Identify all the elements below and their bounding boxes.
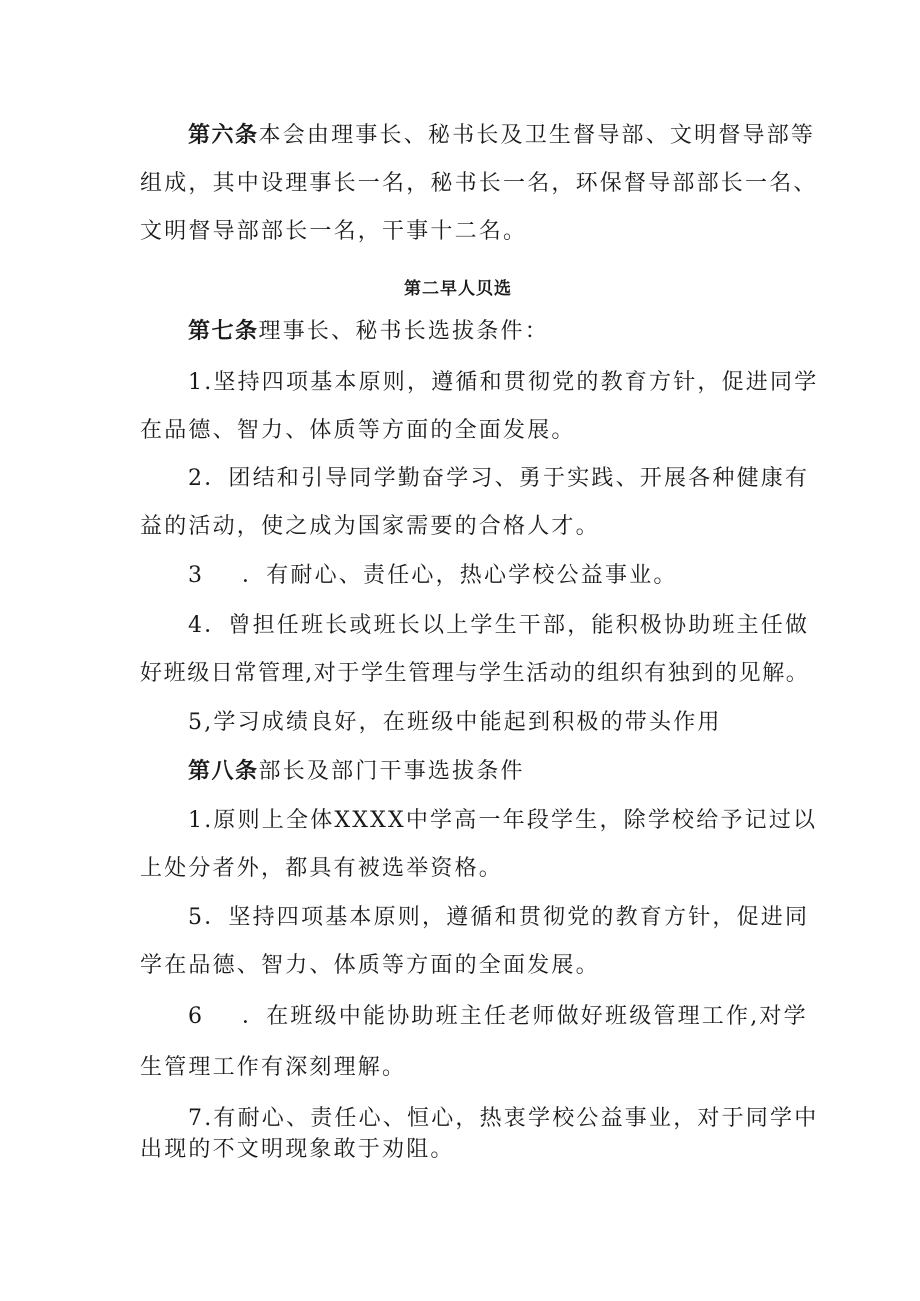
art7-item2-line1: 2．团结和引导同学勤奋学习、勇于实践、开展各种健康有	[188, 466, 810, 491]
art8-item5-line1: 5．坚持四项基本原则，遵循和贯彻党的教育方针，促进同	[188, 905, 810, 930]
art8-item7-line2: 出现的不文明现象敢于劝阻。	[140, 1137, 455, 1162]
art6-line1	[188, 121, 815, 151]
art7-item4-line2: 好班级日常管理,对于学生管理与学生活动的组织有独到的见解。	[140, 661, 810, 686]
art6-line3: 文明督导部部长一名，干事十二名。	[140, 219, 528, 244]
art7-item1-line1: 1.坚持四项基本原则，遵循和贯彻党的教育方针，促进同学	[188, 370, 819, 395]
art7-item3-num: 3	[188, 563, 205, 588]
art6-text-line1: 本会由理事长、秘书长及卫生督导部、文明督导部等	[258, 123, 816, 148]
art8-title: 第八条	[188, 759, 259, 784]
art8-line1	[188, 757, 525, 787]
art7-item1-line2: 在品德、智力、体质等方面的全面发展。	[140, 418, 576, 443]
art7-line1	[188, 317, 549, 347]
art8-item7-line1: 7.有耐心、责任心、恒心，热衷学校公益事业，对于同学中	[188, 1106, 819, 1131]
art8-item6-line1	[188, 1002, 808, 1032]
art6-title: 第六条	[188, 123, 259, 148]
art7-item3	[188, 561, 678, 591]
art6-line2: 组成，其中设理事长一名，秘书长一名，环保督导部部长一名、	[140, 171, 818, 196]
art8-text: 部长及部门干事选拔条件	[258, 759, 525, 784]
art8-item1-line2: 上处分者外，都具有被选举资格。	[140, 856, 504, 881]
art8-item1-line1: 1.原则上全体XXXX中学高一年段学生，除学校给予记过以	[188, 808, 818, 833]
art8-item6-line2: 生管理工作有深刻理解。	[140, 1055, 407, 1080]
art7-text: 理事长、秘书长选拔条件：	[258, 319, 549, 344]
art7-item3-text: ．有耐心、责任心，热心学校公益事业。	[242, 563, 678, 588]
art8-item6-num: 6	[188, 1004, 205, 1029]
art8-item6-text: ．在班级中能协助班主任老师做好班级管理工作,对学	[242, 1004, 808, 1029]
art7-item4-line1: 4．曾担任班长或班长以上学生干部，能积极协助班主任做	[188, 613, 810, 638]
art8-item5-line2: 学在品德、智力、体质等方面的全面发展。	[140, 953, 600, 978]
art7-item5: 5,学习成绩良好，在班级中能起到积极的带头作用	[188, 710, 722, 735]
art7-title: 第七条	[188, 319, 259, 344]
chapter-heading: 第二早人贝选	[404, 279, 512, 299]
art7-item2-line2: 益的活动，使之成为国家需要的合格人才。	[140, 514, 600, 539]
